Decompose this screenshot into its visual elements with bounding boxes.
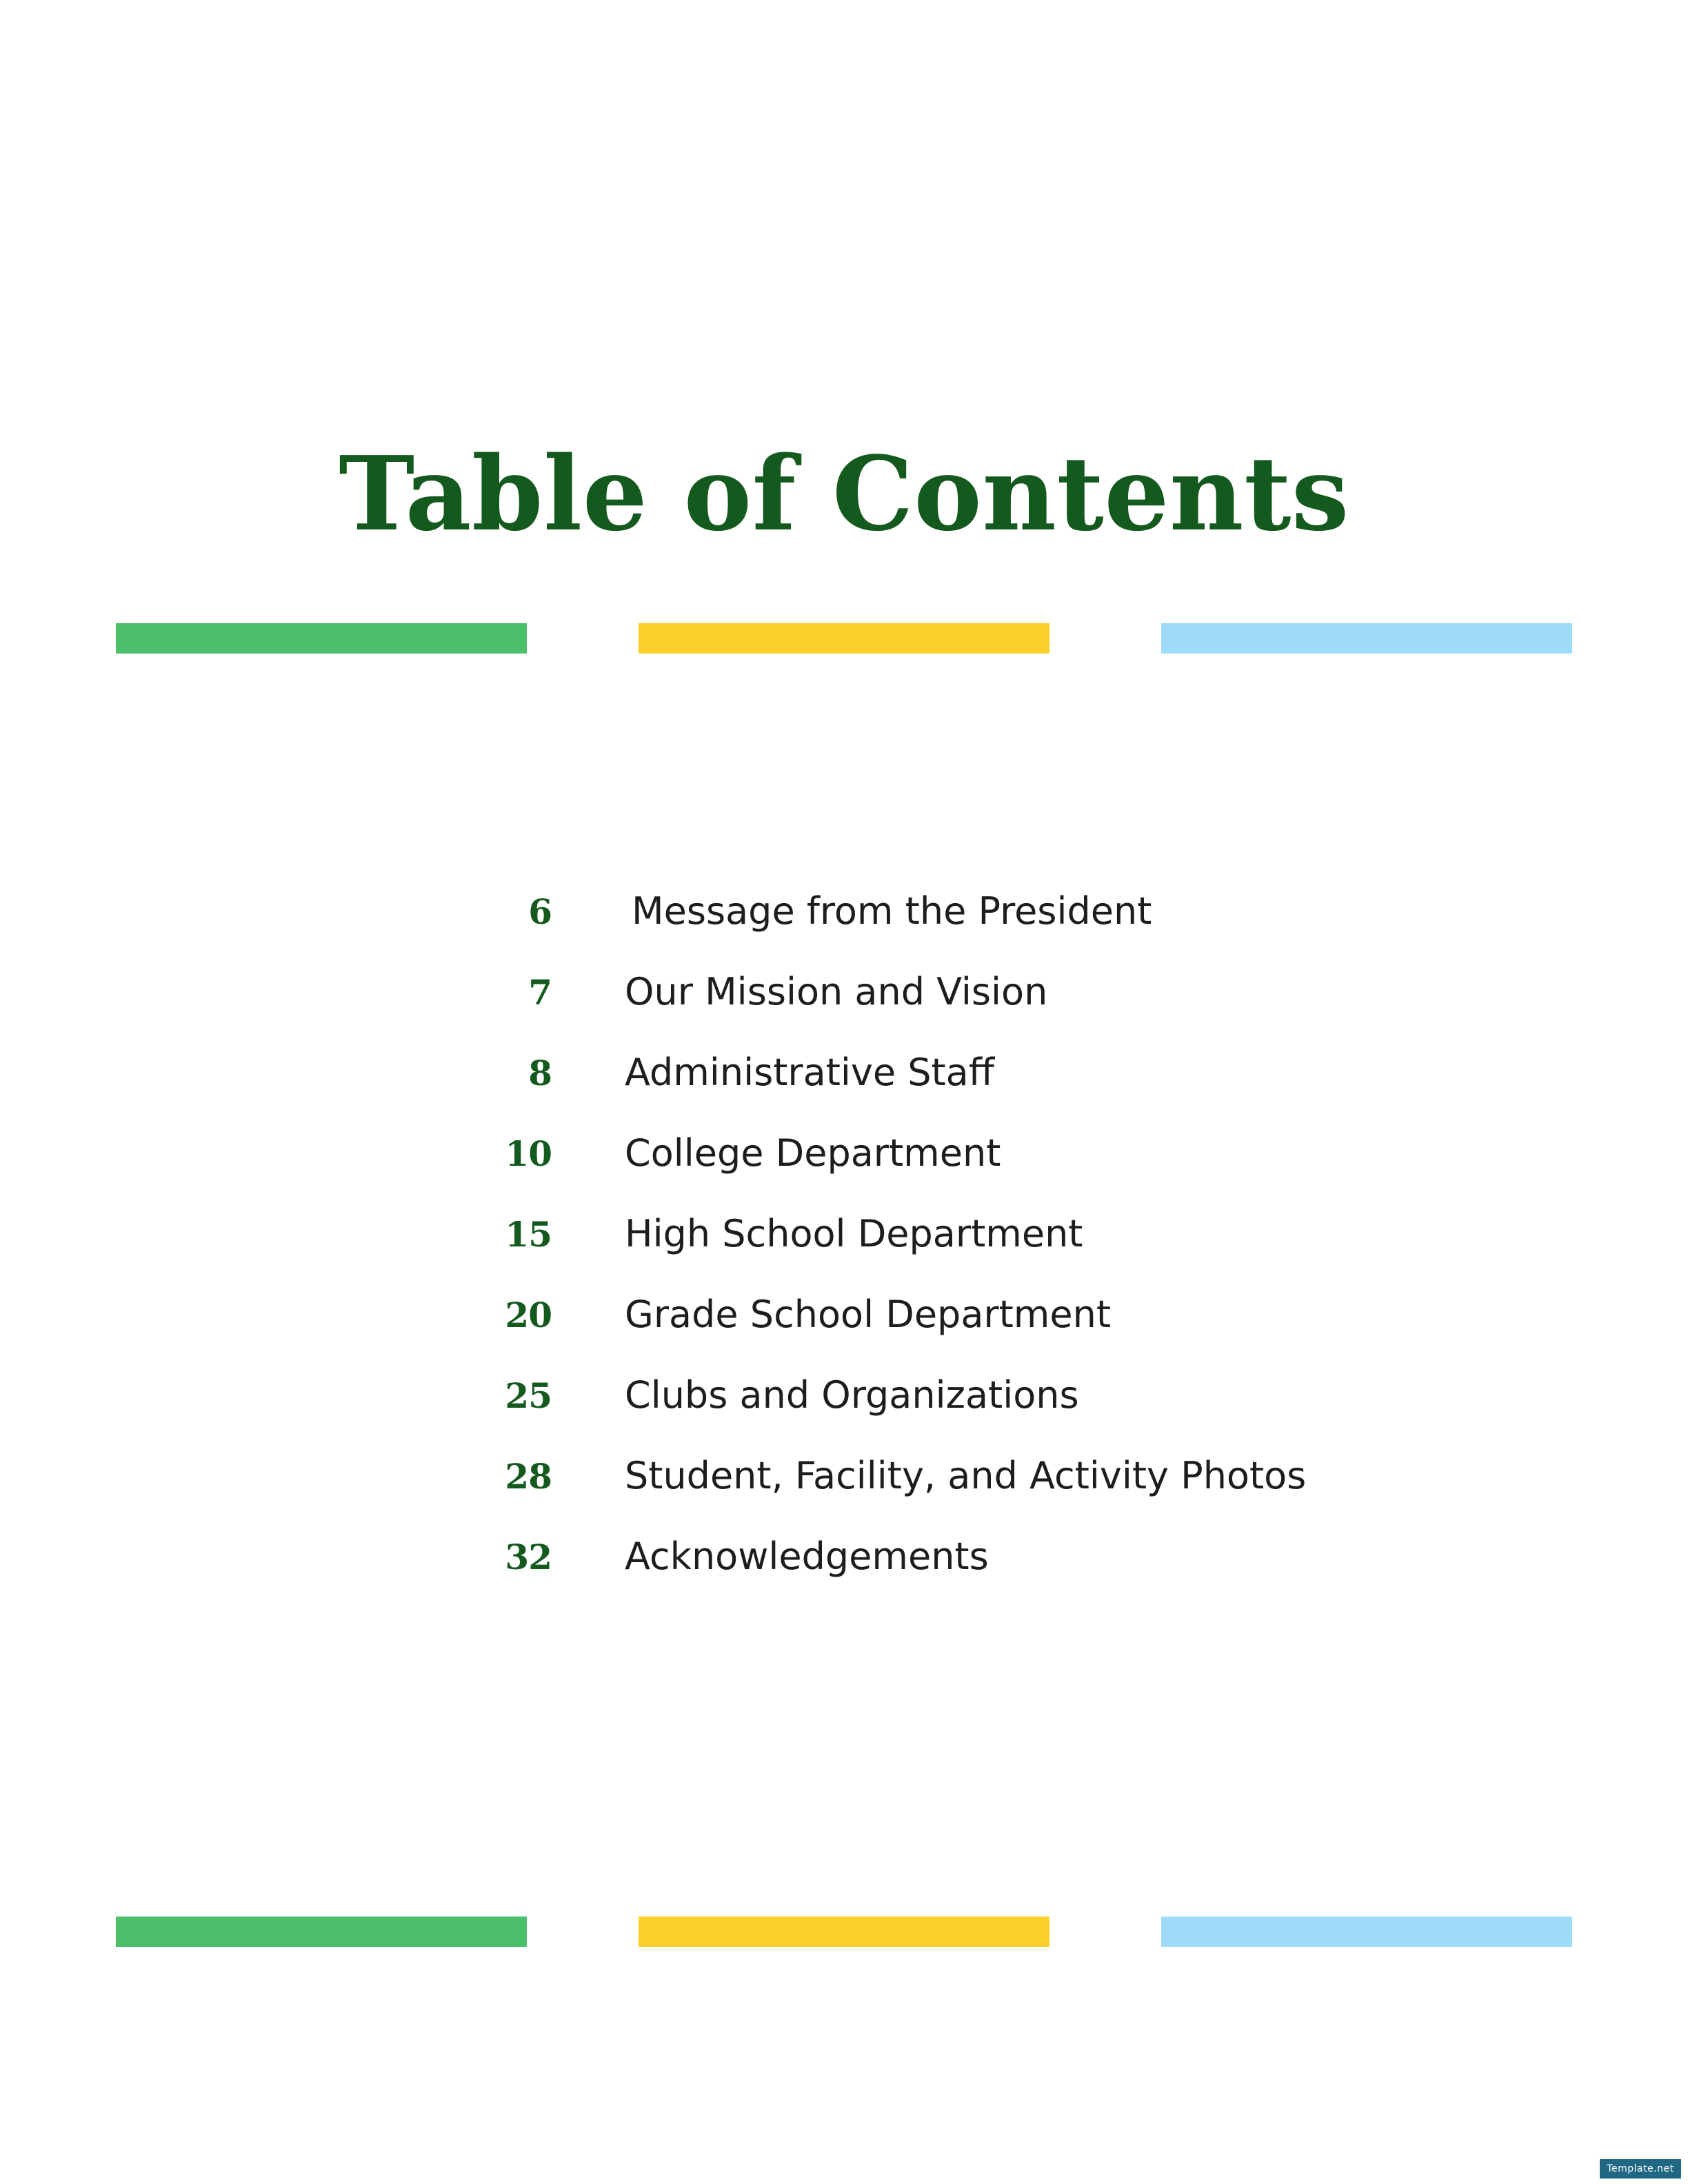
- toc-entry[interactable]: [0, 970, 1688, 1051]
- decorative-bar-blue-top: [1161, 623, 1572, 654]
- decorative-bar-green-top: [116, 623, 527, 654]
- toc-page-number: 7: [528, 972, 552, 1013]
- decorative-bar-green-bottom: [116, 1917, 527, 1947]
- toc-page-number: 10: [505, 1133, 552, 1174]
- decorative-bar-row-bottom: [116, 1917, 1572, 1947]
- toc-entry[interactable]: [0, 1212, 1688, 1293]
- toc-entry-label: Student, Facility, and Activity Photos: [625, 1454, 1307, 1497]
- table-of-contents-list: [0, 889, 1688, 1615]
- toc-entry-label: Our Mission and Vision: [625, 970, 1048, 1013]
- toc-entry[interactable]: [0, 1131, 1688, 1212]
- toc-entry-label: Administrative Staff: [625, 1051, 994, 1094]
- toc-entry-label: College Department: [625, 1131, 1001, 1175]
- toc-page-number: 8: [528, 1053, 552, 1093]
- toc-entry[interactable]: [0, 1454, 1688, 1535]
- toc-entry-label: Acknowledgements: [625, 1535, 989, 1578]
- toc-entry-label: High School Department: [625, 1212, 1083, 1255]
- toc-entry[interactable]: [0, 889, 1688, 970]
- toc-entry-label: Grade School Department: [625, 1293, 1112, 1336]
- toc-entry[interactable]: [0, 1293, 1688, 1373]
- toc-entry[interactable]: [0, 1535, 1688, 1615]
- toc-page-number: 6: [528, 891, 552, 932]
- toc-page-number: 25: [505, 1375, 552, 1416]
- toc-entry-label: Clubs and Organizations: [625, 1373, 1079, 1417]
- decorative-bar-blue-bottom: [1161, 1917, 1572, 1947]
- watermark-badge: Template.net: [1600, 2159, 1681, 2178]
- decorative-bar-yellow-top: [639, 623, 1049, 654]
- page-title: Table of Contents: [339, 434, 1349, 554]
- toc-page-number: 15: [505, 1214, 552, 1255]
- toc-entry[interactable]: [0, 1373, 1688, 1454]
- toc-page-number: 20: [505, 1295, 552, 1335]
- decorative-bar-row-top: [116, 623, 1572, 654]
- toc-page-number: 32: [505, 1537, 552, 1577]
- decorative-bar-yellow-bottom: [639, 1917, 1049, 1947]
- toc-page-number: 28: [505, 1456, 552, 1497]
- toc-entry-label: Message from the President: [632, 889, 1152, 933]
- toc-entry[interactable]: [0, 1051, 1688, 1131]
